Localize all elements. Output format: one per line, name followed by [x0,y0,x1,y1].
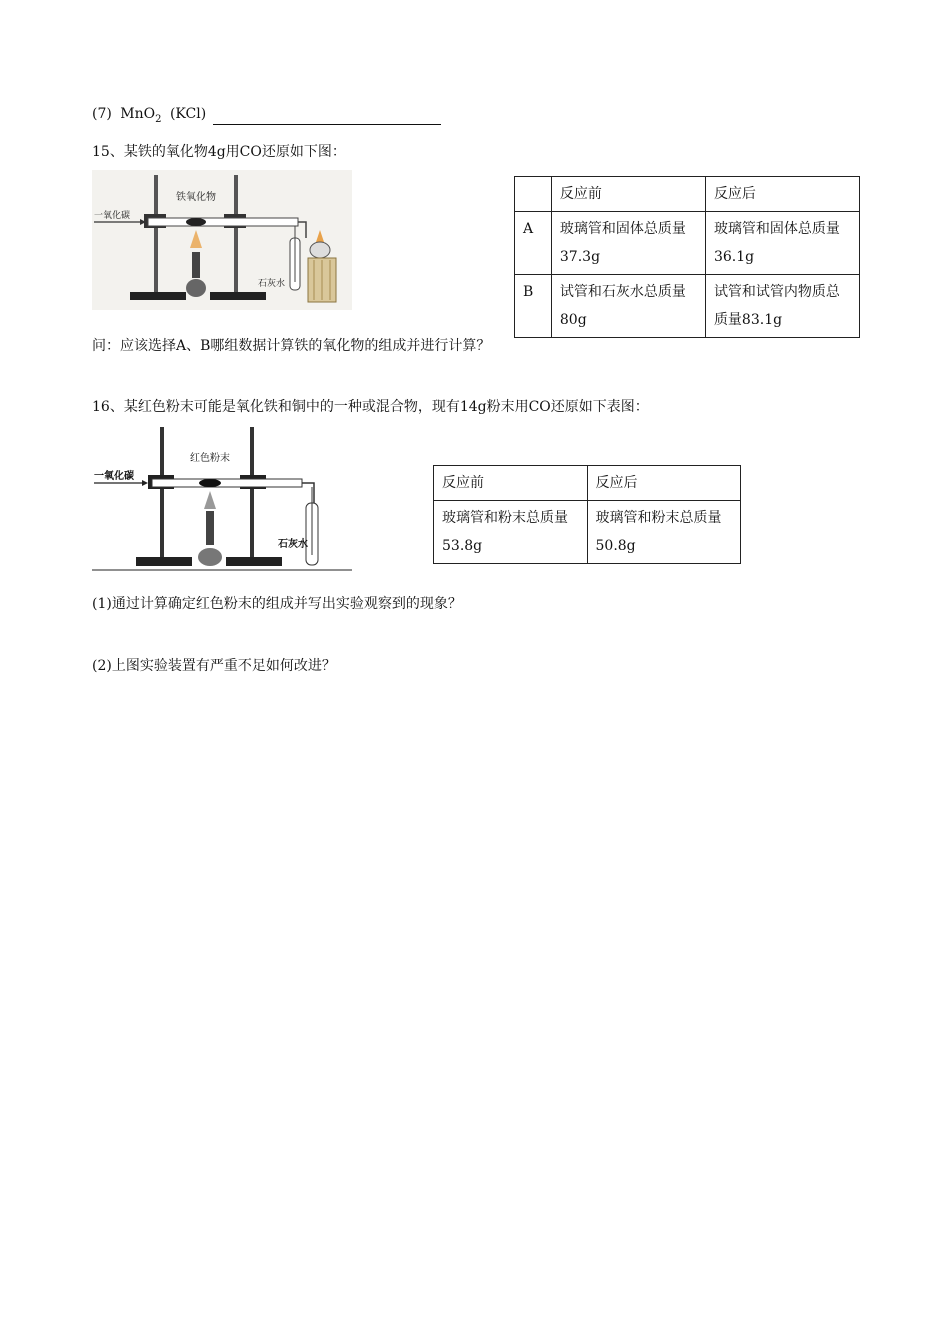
q15-question: 问：应该选择A、B哪组数据计算铁的氧化物的组成并进行计算？ [92,338,491,354]
q7-answer-blank[interactable] [213,110,441,125]
table-header-before: 反应前 [434,466,588,501]
q16-label-limewater: 石灰水 [278,539,308,550]
table-cell: 玻璃管和固体总质量37.3g [551,212,705,275]
table-cell: 试管和石灰水总质量80g [551,275,705,338]
q15-glass-tube [148,218,298,226]
q16-left-stand [160,427,164,559]
q16-burner [198,548,222,566]
q7-line [92,106,441,125]
table-cell: 玻璃管和粉末总质量50.8g [587,501,741,564]
q16-subquestion-1: (1)通过计算确定红色粉末的组成并写出实验观察到的现象？ [92,596,462,612]
q15-label-gas: 一氧化碳 [94,211,131,221]
q16-right-stand [250,427,254,559]
table-cell: 玻璃管和固体总质量36.1g [705,212,859,275]
q15-right-stand [234,175,238,295]
q15-left-stand [154,175,158,295]
table-cell [515,177,552,212]
table-cell: A [515,212,552,275]
q16-label-gas: 一氧化碳 [94,471,134,482]
q15-apparatus-figure [92,170,352,310]
table-row [515,212,860,275]
table-row [434,466,741,501]
table-cell: 玻璃管和粉末总质量53.8g [434,501,588,564]
q16-prompt: 16、某红色粉末可能是氧化铁和铜中的一种或混合物，现有14g粉末用CO还原如下表图： [92,399,649,415]
q16-subquestion-2: (2)上图实验装置有严重不足如何改进？ [92,658,336,674]
table-header-after: 反应后 [705,177,859,212]
q16-apparatus-figure [92,425,352,573]
q7-number: (7) [92,106,112,122]
q7-impurity: (KCl) [169,106,207,122]
table-cell: B [515,275,552,338]
table-row [515,177,860,212]
q16-data-table [433,465,741,564]
q15-label-limewater: 石灰水 [258,279,286,289]
table-row [515,275,860,338]
table-cell: 试管和试管内物质总质量83.1g [705,275,859,338]
q15-burner [186,279,206,297]
table-header-after: 反应后 [587,466,741,501]
q16-sample [199,479,221,487]
table-header-before: 反应前 [551,177,705,212]
q16-glass-tube [152,479,302,487]
table-row [434,501,741,564]
q15-data-table [514,176,860,338]
q15-prompt: 15、某铁的氧化物4g用CO还原如下图： [92,144,346,160]
q16-label-sample: 红色粉末 [190,453,230,464]
q15-label-sample: 铁氧化物 [176,192,216,203]
q7-formula: MnO [120,106,156,122]
q15-sample [186,218,206,226]
q7-subscript: 2 [155,113,162,125]
